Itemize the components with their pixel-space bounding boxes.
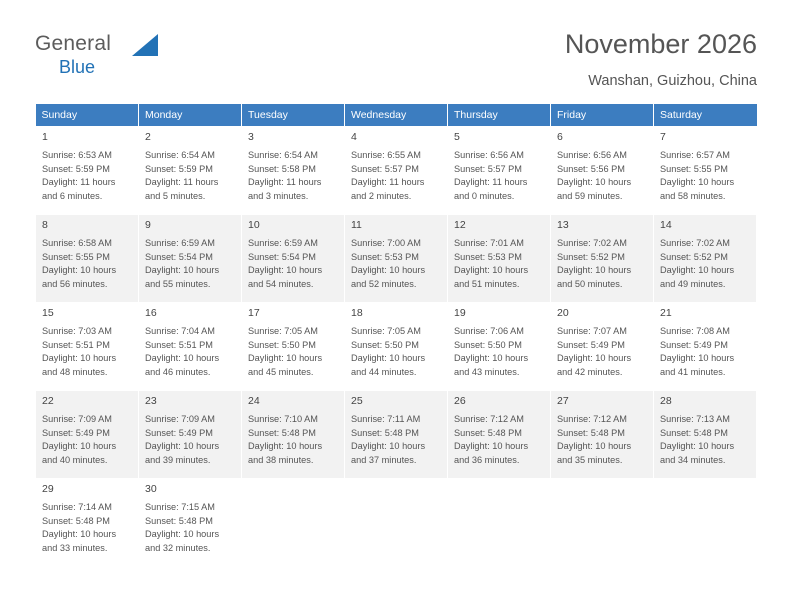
calendar-day-cell[interactable] <box>36 303 139 391</box>
day-sun-info <box>351 149 441 203</box>
day-sunset-text: Sunset: 5:54 PM <box>145 251 213 262</box>
day-number: 11 <box>351 219 362 231</box>
day-daylight-1-text: Daylight: 10 hours <box>351 265 426 276</box>
calendar-day-cell[interactable] <box>654 391 757 479</box>
day-sunrise-text: Sunrise: 7:08 AM <box>660 326 730 336</box>
day-daylight-1-text: Daylight: 10 hours <box>248 353 323 364</box>
day-sun-info <box>248 325 338 379</box>
day-sun-info <box>42 501 132 555</box>
day-daylight-2-text: and 35 minutes. <box>557 454 623 465</box>
day-sun-info <box>660 237 750 291</box>
day-daylight-1-text: Daylight: 10 hours <box>248 441 323 452</box>
day-sun-info <box>248 149 338 203</box>
day-sunset-text: Sunset: 5:52 PM <box>660 251 728 262</box>
day-sun-info <box>454 149 544 203</box>
day-sun-info <box>145 237 235 291</box>
day-daylight-2-text: and 48 minutes. <box>42 366 108 377</box>
day-sunrise-text: Sunrise: 7:12 AM <box>454 414 524 424</box>
day-sunset-text: Sunset: 5:53 PM <box>351 251 419 262</box>
day-daylight-2-text: and 34 minutes. <box>660 454 726 465</box>
day-sunset-text: Sunset: 5:55 PM <box>42 251 110 262</box>
calendar-cell-empty <box>448 479 551 567</box>
calendar-cell-empty <box>345 479 448 567</box>
day-sunrise-text: Sunrise: 6:58 AM <box>42 238 112 248</box>
day-daylight-1-text: Daylight: 10 hours <box>145 529 220 540</box>
day-sunrise-text: Sunrise: 7:10 AM <box>248 414 318 424</box>
day-daylight-1-text: Daylight: 10 hours <box>454 441 529 452</box>
calendar-day-cell[interactable] <box>345 215 448 303</box>
day-sunrise-text: Sunrise: 7:13 AM <box>660 414 730 424</box>
day-number: 8 <box>42 219 48 231</box>
brand-name-secondary: Blue <box>59 57 96 77</box>
day-number: 9 <box>145 219 151 231</box>
day-number: 13 <box>557 219 569 231</box>
calendar-day-cell[interactable] <box>139 127 242 215</box>
day-daylight-1-text: Daylight: 10 hours <box>454 353 529 364</box>
day-sunset-text: Sunset: 5:48 PM <box>557 427 625 438</box>
calendar-day-cell[interactable] <box>36 215 139 303</box>
day-sun-info <box>557 149 647 203</box>
day-sunset-text: Sunset: 5:50 PM <box>351 339 419 350</box>
day-daylight-2-text: and 46 minutes. <box>145 366 211 377</box>
day-number: 2 <box>145 131 151 143</box>
day-sunrise-text: Sunrise: 7:06 AM <box>454 326 524 336</box>
day-daylight-2-text: and 52 minutes. <box>351 278 417 289</box>
day-sun-info <box>145 501 235 555</box>
day-sunset-text: Sunset: 5:48 PM <box>454 427 522 438</box>
day-daylight-2-text: and 51 minutes. <box>454 278 520 289</box>
page-title: November 2026 <box>564 29 757 59</box>
calendar-day-cell[interactable] <box>654 127 757 215</box>
day-sunset-text: Sunset: 5:48 PM <box>351 427 419 438</box>
day-number: 10 <box>248 219 260 231</box>
calendar-day-cell[interactable] <box>36 391 139 479</box>
day-number: 27 <box>557 395 569 407</box>
day-sun-info <box>660 149 750 203</box>
calendar-day-cell[interactable] <box>448 215 551 303</box>
calendar-day-cell[interactable] <box>242 215 345 303</box>
day-sun-info <box>557 413 647 467</box>
day-sunrise-text: Sunrise: 7:03 AM <box>42 326 112 336</box>
day-number: 17 <box>248 307 260 319</box>
day-daylight-1-text: Daylight: 10 hours <box>351 353 426 364</box>
day-sunset-text: Sunset: 5:57 PM <box>454 163 522 174</box>
day-daylight-2-text: and 43 minutes. <box>454 366 520 377</box>
day-daylight-2-text: and 32 minutes. <box>145 542 211 553</box>
day-sunset-text: Sunset: 5:51 PM <box>42 339 110 350</box>
calendar-day-cell[interactable] <box>36 127 139 215</box>
calendar-day-cell[interactable] <box>242 127 345 215</box>
day-sunset-text: Sunset: 5:59 PM <box>145 163 213 174</box>
calendar-cell-empty <box>242 479 345 567</box>
day-sunset-text: Sunset: 5:50 PM <box>248 339 316 350</box>
day-daylight-1-text: Daylight: 10 hours <box>557 353 632 364</box>
calendar-week-row <box>36 391 757 479</box>
day-daylight-2-text: and 42 minutes. <box>557 366 623 377</box>
weekday-header-friday: Friday <box>551 104 654 127</box>
day-sunrise-text: Sunrise: 7:14 AM <box>42 502 112 512</box>
day-sun-info <box>42 237 132 291</box>
day-sun-info <box>660 413 750 467</box>
day-daylight-2-text: and 56 minutes. <box>42 278 108 289</box>
day-sunset-text: Sunset: 5:49 PM <box>557 339 625 350</box>
weekday-header-wednesday: Wednesday <box>345 104 448 127</box>
day-sunset-text: Sunset: 5:54 PM <box>248 251 316 262</box>
day-sunset-text: Sunset: 5:48 PM <box>248 427 316 438</box>
calendar-cell-empty <box>654 479 757 567</box>
day-sunset-text: Sunset: 5:49 PM <box>145 427 213 438</box>
day-daylight-1-text: Daylight: 11 hours <box>145 177 219 188</box>
day-number: 1 <box>42 131 48 143</box>
day-sun-info <box>351 413 441 467</box>
calendar-day-cell[interactable] <box>654 303 757 391</box>
day-sun-info <box>454 413 544 467</box>
calendar-day-cell[interactable] <box>139 391 242 479</box>
day-number: 14 <box>660 219 672 231</box>
day-daylight-1-text: Daylight: 10 hours <box>660 353 735 364</box>
day-number: 18 <box>351 307 363 319</box>
day-sunrise-text: Sunrise: 6:56 AM <box>557 150 627 160</box>
day-daylight-2-text: and 2 minutes. <box>351 190 412 201</box>
day-sunset-text: Sunset: 5:49 PM <box>42 427 110 438</box>
day-number: 29 <box>42 483 54 495</box>
calendar-day-cell[interactable] <box>242 391 345 479</box>
calendar-day-cell[interactable] <box>36 479 139 567</box>
day-daylight-1-text: Daylight: 10 hours <box>42 529 117 540</box>
day-sunset-text: Sunset: 5:49 PM <box>660 339 728 350</box>
calendar-day-cell[interactable] <box>551 215 654 303</box>
day-sunrise-text: Sunrise: 7:05 AM <box>351 326 421 336</box>
day-sunrise-text: Sunrise: 7:11 AM <box>351 414 421 424</box>
day-sunset-text: Sunset: 5:59 PM <box>42 163 110 174</box>
flag-icon <box>132 34 158 56</box>
day-sunset-text: Sunset: 5:57 PM <box>351 163 419 174</box>
weekday-header-row <box>36 104 757 127</box>
day-daylight-2-text: and 39 minutes. <box>145 454 211 465</box>
day-daylight-2-text: and 50 minutes. <box>557 278 623 289</box>
day-sunrise-text: Sunrise: 7:09 AM <box>42 414 112 424</box>
calendar-day-cell[interactable] <box>551 303 654 391</box>
day-daylight-1-text: Daylight: 10 hours <box>42 441 117 452</box>
calendar-day-cell[interactable] <box>551 127 654 215</box>
day-daylight-1-text: Daylight: 10 hours <box>351 441 426 452</box>
calendar-day-cell[interactable] <box>139 303 242 391</box>
day-sun-info <box>145 413 235 467</box>
day-daylight-2-text: and 37 minutes. <box>351 454 417 465</box>
calendar-day-cell[interactable] <box>654 215 757 303</box>
day-sunrise-text: Sunrise: 6:56 AM <box>454 150 524 160</box>
calendar-day-cell[interactable] <box>345 391 448 479</box>
day-daylight-2-text: and 49 minutes. <box>660 278 726 289</box>
day-sunset-text: Sunset: 5:48 PM <box>660 427 728 438</box>
day-sunset-text: Sunset: 5:50 PM <box>454 339 522 350</box>
day-daylight-2-text: and 36 minutes. <box>454 454 520 465</box>
day-daylight-2-text: and 33 minutes. <box>42 542 108 553</box>
calendar-day-cell[interactable] <box>139 215 242 303</box>
calendar-day-cell[interactable] <box>448 391 551 479</box>
day-daylight-2-text: and 54 minutes. <box>248 278 314 289</box>
day-sun-info <box>660 325 750 379</box>
day-number: 7 <box>660 131 666 143</box>
day-sun-info <box>42 149 132 203</box>
day-sun-info <box>42 325 132 379</box>
day-sunrise-text: Sunrise: 6:54 AM <box>248 150 318 160</box>
day-sun-info <box>454 237 544 291</box>
calendar-table <box>35 104 757 567</box>
day-sun-info <box>145 149 235 203</box>
day-daylight-2-text: and 5 minutes. <box>145 190 206 201</box>
day-daylight-1-text: Daylight: 10 hours <box>42 265 117 276</box>
day-daylight-1-text: Daylight: 10 hours <box>42 353 117 364</box>
weekday-header-tuesday: Tuesday <box>242 104 345 127</box>
day-daylight-2-text: and 45 minutes. <box>248 366 314 377</box>
day-number: 15 <box>42 307 54 319</box>
day-sunrise-text: Sunrise: 6:59 AM <box>145 238 215 248</box>
calendar-day-cell[interactable] <box>345 127 448 215</box>
day-sunrise-text: Sunrise: 6:59 AM <box>248 238 318 248</box>
day-sun-info <box>351 237 441 291</box>
day-sunrise-text: Sunrise: 6:53 AM <box>42 150 112 160</box>
day-daylight-1-text: Daylight: 10 hours <box>248 265 323 276</box>
day-number: 23 <box>145 395 157 407</box>
day-daylight-1-text: Daylight: 10 hours <box>660 265 735 276</box>
day-number: 20 <box>557 307 569 319</box>
day-sun-info <box>248 413 338 467</box>
day-sunrise-text: Sunrise: 7:07 AM <box>557 326 627 336</box>
day-number: 6 <box>557 131 563 143</box>
day-sunrise-text: Sunrise: 6:57 AM <box>660 150 730 160</box>
day-number: 19 <box>454 307 466 319</box>
day-daylight-2-text: and 58 minutes. <box>660 190 726 201</box>
calendar-day-cell[interactable] <box>551 391 654 479</box>
day-sunrise-text: Sunrise: 7:01 AM <box>454 238 524 248</box>
day-sunrise-text: Sunrise: 7:00 AM <box>351 238 421 248</box>
day-daylight-2-text: and 44 minutes. <box>351 366 417 377</box>
day-sunrise-text: Sunrise: 7:05 AM <box>248 326 318 336</box>
day-number: 30 <box>145 483 157 495</box>
calendar-cell-empty <box>551 479 654 567</box>
brand-name-primary: General <box>35 32 112 55</box>
day-sunrise-text: Sunrise: 7:09 AM <box>145 414 215 424</box>
day-sunrise-text: Sunrise: 7:02 AM <box>557 238 627 248</box>
calendar-week-row <box>36 479 757 567</box>
day-daylight-1-text: Daylight: 10 hours <box>557 177 632 188</box>
day-number: 16 <box>145 307 157 319</box>
location-subtitle: Wanshan, Guizhou, China <box>588 73 757 89</box>
day-number: 3 <box>248 131 254 143</box>
weekday-header-monday: Monday <box>139 104 242 127</box>
day-sunset-text: Sunset: 5:55 PM <box>660 163 728 174</box>
day-sun-info <box>351 325 441 379</box>
day-daylight-2-text: and 0 minutes. <box>454 190 515 201</box>
calendar-body <box>36 127 757 567</box>
day-daylight-1-text: Daylight: 10 hours <box>660 177 735 188</box>
day-sunset-text: Sunset: 5:52 PM <box>557 251 625 262</box>
day-sunrise-text: Sunrise: 6:54 AM <box>145 150 215 160</box>
calendar-day-cell[interactable] <box>139 479 242 567</box>
day-sunset-text: Sunset: 5:48 PM <box>145 515 213 526</box>
day-daylight-1-text: Daylight: 10 hours <box>454 265 529 276</box>
calendar-week-row <box>36 303 757 391</box>
calendar-day-cell[interactable] <box>345 303 448 391</box>
day-daylight-1-text: Daylight: 11 hours <box>351 177 425 188</box>
brand-logo <box>35 32 215 82</box>
day-daylight-2-text: and 38 minutes. <box>248 454 314 465</box>
day-sunset-text: Sunset: 5:48 PM <box>42 515 110 526</box>
day-number: 28 <box>660 395 672 407</box>
title-block <box>565 28 757 91</box>
calendar-day-cell[interactable] <box>448 303 551 391</box>
day-sunset-text: Sunset: 5:56 PM <box>557 163 625 174</box>
day-sunrise-text: Sunrise: 7:15 AM <box>145 502 215 512</box>
day-number: 21 <box>660 307 672 319</box>
day-sun-info <box>557 325 647 379</box>
day-sunset-text: Sunset: 5:58 PM <box>248 163 316 174</box>
day-daylight-1-text: Daylight: 11 hours <box>248 177 322 188</box>
day-sunset-text: Sunset: 5:51 PM <box>145 339 213 350</box>
day-daylight-1-text: Daylight: 11 hours <box>42 177 116 188</box>
page-header <box>0 0 792 100</box>
day-daylight-1-text: Daylight: 10 hours <box>660 441 735 452</box>
day-daylight-1-text: Daylight: 10 hours <box>145 353 220 364</box>
day-number: 22 <box>42 395 54 407</box>
calendar-week-row <box>36 127 757 215</box>
day-sun-info <box>557 237 647 291</box>
day-daylight-1-text: Daylight: 11 hours <box>454 177 528 188</box>
day-number: 24 <box>248 395 260 407</box>
day-daylight-1-text: Daylight: 10 hours <box>557 441 632 452</box>
day-sunset-text: Sunset: 5:53 PM <box>454 251 522 262</box>
day-daylight-1-text: Daylight: 10 hours <box>557 265 632 276</box>
weekday-header-sunday: Sunday <box>36 104 139 127</box>
day-number: 5 <box>454 131 460 143</box>
day-daylight-2-text: and 40 minutes. <box>42 454 108 465</box>
day-number: 25 <box>351 395 363 407</box>
day-daylight-2-text: and 41 minutes. <box>660 366 726 377</box>
day-daylight-2-text: and 55 minutes. <box>145 278 211 289</box>
day-daylight-1-text: Daylight: 10 hours <box>145 441 220 452</box>
day-daylight-1-text: Daylight: 10 hours <box>145 265 220 276</box>
day-sunrise-text: Sunrise: 7:04 AM <box>145 326 215 336</box>
day-daylight-2-text: and 59 minutes. <box>557 190 623 201</box>
calendar-week-row <box>36 215 757 303</box>
day-sunrise-text: Sunrise: 6:55 AM <box>351 150 421 160</box>
day-sun-info <box>145 325 235 379</box>
day-sun-info <box>248 237 338 291</box>
day-daylight-2-text: and 6 minutes. <box>42 190 103 201</box>
day-number: 4 <box>351 131 357 143</box>
day-number: 26 <box>454 395 466 407</box>
day-sun-info <box>42 413 132 467</box>
day-sunrise-text: Sunrise: 7:12 AM <box>557 414 627 424</box>
calendar-day-cell[interactable] <box>242 303 345 391</box>
weekday-header-thursday: Thursday <box>448 104 551 127</box>
calendar-day-cell[interactable] <box>448 127 551 215</box>
day-sunrise-text: Sunrise: 7:02 AM <box>660 238 730 248</box>
weekday-header-saturday: Saturday <box>654 104 757 127</box>
day-number: 12 <box>454 219 466 231</box>
day-daylight-2-text: and 3 minutes. <box>248 190 309 201</box>
day-sun-info <box>454 325 544 379</box>
